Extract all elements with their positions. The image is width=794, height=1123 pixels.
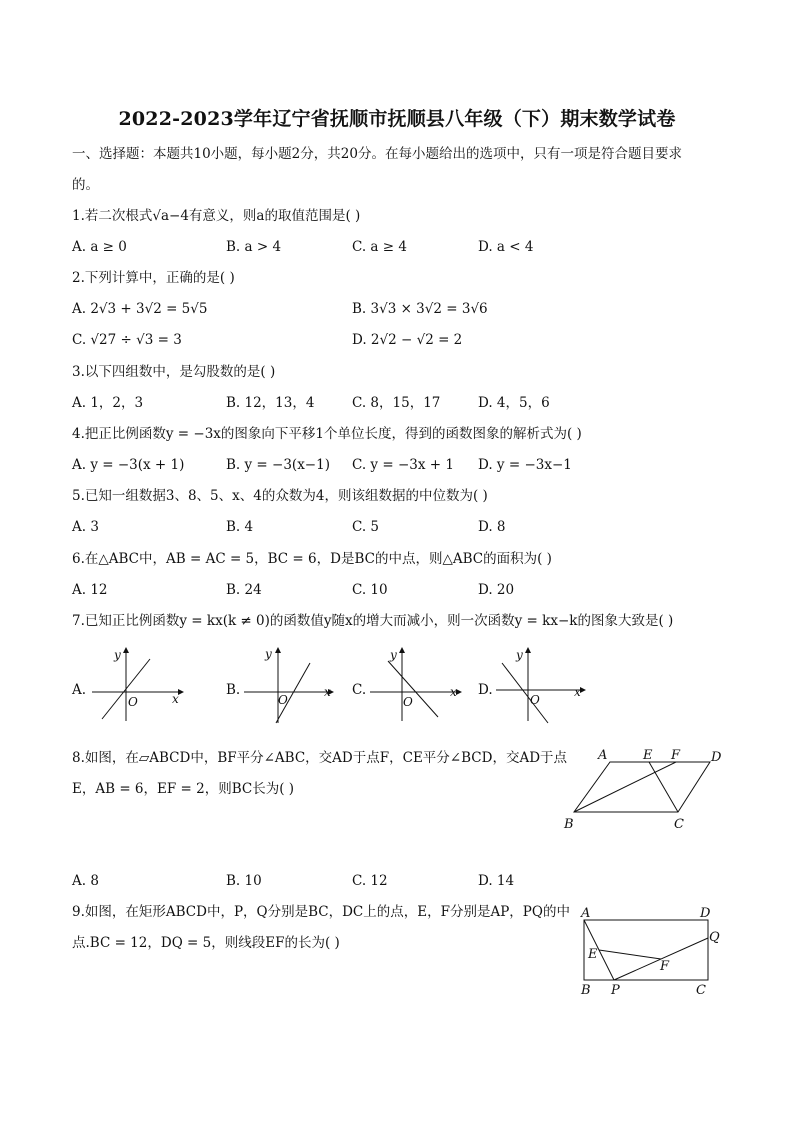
q7-graph-d (492, 645, 592, 729)
label-f: F (671, 748, 681, 763)
q3-option-d[interactable]: D. 4，5，6 (478, 395, 550, 411)
q4-stem: 4.把正比例函数y = −3x的图象向下平移1个单位长度，得到的函数图象的解析式为( ) (72, 426, 582, 442)
q7-graph-a (88, 645, 188, 729)
q8-option-a[interactable]: A. 8 (72, 873, 99, 889)
section-heading-line1: 一、选择题：本题共10小题，每小题2分，共20分。在每小题给出的选项中，只有一项是符合题目要求 (72, 146, 682, 162)
q5-option-d[interactable]: D. 8 (478, 519, 506, 535)
label-c: C (696, 983, 706, 998)
y-axis-label: y (114, 648, 121, 662)
q3-option-b[interactable]: B. 12，13，4 (226, 395, 315, 411)
x-axis-label: x (574, 685, 581, 699)
y-axis-label: y (390, 648, 397, 662)
q7-option-b[interactable]: B. (226, 682, 241, 698)
q1-stem: 1.若二次根式√a−4有意义，则a的取值范围是( ) (72, 208, 361, 224)
q6-option-a[interactable]: A. 12 (72, 582, 108, 598)
q3-option-c[interactable]: C. 8，15，17 (352, 395, 441, 411)
q1-option-b[interactable]: B. a > 4 (226, 239, 282, 255)
page-title: 2022-2023学年辽宁省抚顺市抚顺县八年级（下）期末数学试卷 (118, 108, 676, 130)
q9-stem-line1: 9.如图，在矩形ABCD中，P，Q分别是BC，DC上的点，E，F分别是AP，PQ的中 (72, 904, 570, 920)
origin-label: O (530, 693, 540, 707)
label-q: Q (709, 930, 720, 945)
label-d: D (711, 750, 722, 765)
q9-stem-line2: 点.BC = 12，DQ = 5，则线段EF的长为( ) (72, 935, 340, 951)
q5-option-a[interactable]: A. 3 (72, 519, 99, 535)
x-axis-label: x (450, 685, 457, 699)
q2-option-d[interactable]: D. 2√2 − √2 = 2 (352, 332, 463, 348)
q8-option-c[interactable]: C. 12 (352, 873, 388, 889)
label-a: A (581, 906, 591, 921)
q2-stem: 2.下列计算中，正确的是( ) (72, 270, 235, 286)
q6-option-b[interactable]: B. 24 (226, 582, 262, 598)
q3-option-a[interactable]: A. 1，2，3 (72, 395, 144, 411)
q5-option-c[interactable]: C. 5 (352, 519, 380, 535)
q4-option-c[interactable]: C. y = −3x + 1 (352, 457, 454, 473)
origin-label: O (128, 695, 138, 709)
q2-option-c[interactable]: C. √27 ÷ √3 = 3 (72, 332, 182, 348)
label-e: E (588, 947, 598, 962)
q7-graph-b (240, 645, 340, 729)
section-heading-line2: 的。 (72, 177, 99, 193)
q5-option-b[interactable]: B. 4 (226, 519, 254, 535)
q7-stem: 7.已知正比例函数y = kx(k ≠ 0)的函数值y随x的增大而减小，则一次函数y = kx−k的图象大致是( ) (72, 613, 674, 629)
q8-stem-line1: 8.如图，在▱ABCD中，BF平分∠ABC，交AD于点F，CE平分∠BCD，交AD于点 (72, 750, 568, 766)
origin-label: O (403, 695, 413, 709)
q9-rectangle-figure (574, 902, 730, 1002)
label-c: C (674, 817, 684, 832)
q5-stem: 5.已知一组数据3、8、5、x、4的众数为4，则该组数据的中位数为( ) (72, 488, 488, 504)
origin-label: O (278, 693, 288, 707)
q4-option-a[interactable]: A. y = −3(x + 1) (72, 457, 185, 473)
q3-stem: 3.以下四组数中，是勾股数的是( ) (72, 364, 276, 380)
q6-option-d[interactable]: D. 20 (478, 582, 515, 598)
q4-option-d[interactable]: D. y = −3x−1 (478, 457, 572, 473)
y-axis-label: y (516, 648, 523, 662)
label-b: B (564, 817, 574, 832)
q6-stem: 6.在△ABC中，AB = AC = 5，BC = 6，D是BC的中点，则△ABC的面积为( ) (72, 551, 552, 567)
q1-option-a[interactable]: A. a ≥ 0 (72, 239, 127, 255)
label-f: F (660, 959, 670, 974)
label-d: D (700, 906, 711, 921)
q2-option-b[interactable]: B. 3√3 × 3√2 = 3√6 (352, 301, 488, 317)
label-b: B (581, 983, 591, 998)
q2-option-a[interactable]: A. 2√3 + 3√2 = 5√5 (72, 301, 208, 317)
q7-option-c[interactable]: C. (352, 682, 367, 698)
q8-stem-line2: E，AB = 6，EF = 2，则BC长为( ) (72, 781, 295, 797)
y-axis-label: y (265, 647, 272, 661)
q7-graph-c (366, 645, 466, 729)
label-e: E (643, 748, 653, 763)
x-axis-label: x (172, 692, 179, 706)
q7-option-d[interactable]: D. (478, 682, 493, 698)
label-p: P (611, 983, 620, 998)
q8-parallelogram-figure (560, 744, 730, 840)
q8-option-b[interactable]: B. 10 (226, 873, 262, 889)
label-a: A (598, 748, 608, 763)
q1-option-c[interactable]: C. a ≥ 4 (352, 239, 407, 255)
x-axis-label: x (324, 685, 331, 699)
q8-option-d[interactable]: D. 14 (478, 873, 515, 889)
q7-option-a[interactable]: A. (72, 682, 87, 698)
q6-option-c[interactable]: C. 10 (352, 582, 388, 598)
q1-option-d[interactable]: D. a < 4 (478, 239, 534, 255)
q4-option-b[interactable]: B. y = −3(x−1) (226, 457, 330, 473)
